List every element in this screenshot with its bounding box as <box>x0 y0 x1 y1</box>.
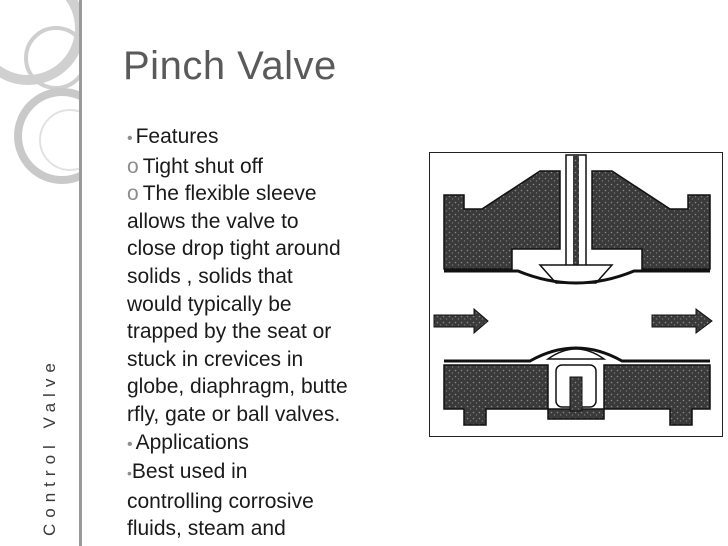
upper-housing-left <box>444 171 560 269</box>
pinch-valve-diagram <box>429 152 723 437</box>
body-line: allows the valve to <box>127 209 299 233</box>
bullet-marker: • <box>127 130 133 147</box>
line-text: Applications <box>135 430 249 454</box>
body-line: globe, diaphragm, butte <box>127 375 348 399</box>
pinch-valve-drawing <box>430 153 722 436</box>
bullet-marker: o <box>127 182 139 206</box>
bullet-marker: o <box>127 154 139 178</box>
line-text: Tight shut off <box>142 154 263 178</box>
line-text: Best used in <box>131 460 248 484</box>
body-line <box>127 123 389 153</box>
bullet-marker: • <box>127 435 133 453</box>
line-text: Features <box>135 125 219 148</box>
slide-body <box>127 123 389 543</box>
deco-ring-lower <box>18 92 82 180</box>
body-line: rfly, gate or ball valves. <box>127 402 341 426</box>
body-line <box>127 429 389 459</box>
body-line <box>127 458 389 488</box>
body-line: solids , solids that <box>127 264 293 288</box>
sidebar <box>0 0 82 546</box>
body-line <box>127 153 389 181</box>
slide-title: Pinch Valve <box>123 44 337 88</box>
body-line: trapped by the seat or <box>127 320 332 344</box>
stem-core <box>573 155 579 267</box>
line-text: The flexible sleeve <box>142 182 317 206</box>
body-line: would typically be <box>127 292 292 316</box>
vertical-sidebar-label <box>0 336 82 536</box>
body-line <box>127 180 389 208</box>
deco-ring-thin <box>40 110 82 170</box>
body-line: controlling corrosive <box>127 489 314 513</box>
lower-plunger-core <box>570 377 582 411</box>
deco-ring-large <box>0 0 80 80</box>
body-line: close drop tight around <box>127 237 341 261</box>
right-arrow-icon <box>434 309 488 333</box>
right-arrow-icon <box>652 309 712 333</box>
sidebar-label-text: Control Valve <box>40 357 59 536</box>
bullet-marker: • <box>127 465 132 482</box>
body-line: stuck in crevices in <box>127 347 304 371</box>
circle-rings-decoration <box>0 0 82 240</box>
upper-housing-right <box>592 171 710 269</box>
body-line: fluids, steam and <box>127 517 286 541</box>
